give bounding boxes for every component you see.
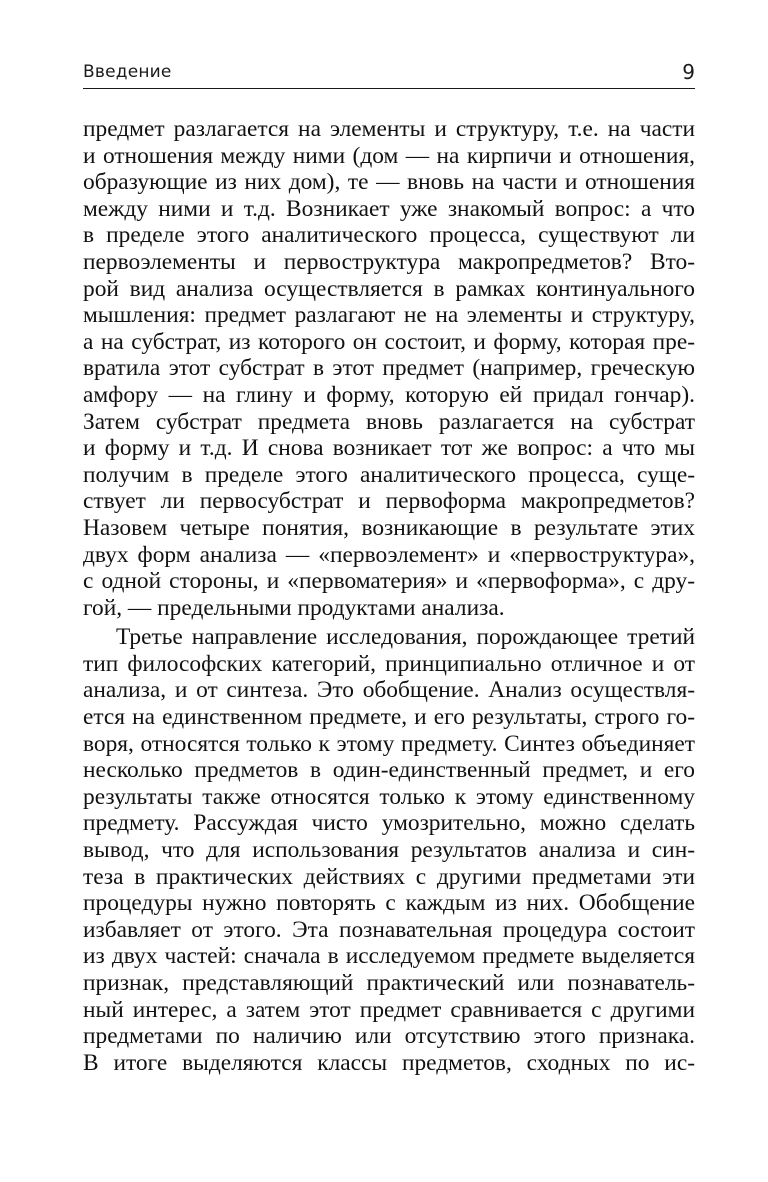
paragraph-1	[83, 116, 695, 621]
text-line: несколько предметов в один-единственный предмет, и его	[83, 757, 695, 784]
text-line: вратила этот субстрат в этот предмет (например, греческую	[83, 355, 695, 382]
text-line: рой вид анализа осуществляется в рамках континуального	[83, 275, 695, 302]
text-line: анализа, и от синтеза. Это обобщение. Анализ осуществля-	[83, 677, 695, 704]
text-line: между ними и т.д. Возникает уже знакомый вопрос: а что	[83, 195, 695, 222]
text-line: ется на единственном предмете, и его результаты, строго го-	[83, 704, 695, 731]
text-line: а на субстрат, из которого он состоит, и форму, которая пре-	[83, 328, 695, 355]
text-line: в пределе этого аналитического процесса, существуют ли	[83, 222, 695, 249]
text-line: первоэлементы и первоструктура макропредметов? Вто-	[83, 248, 695, 275]
text-line: воря, относятся только к этому предмету. Синтез объединяет	[83, 730, 695, 757]
text-line: с одной стороны, и «первоматерия» и «первоформа», с дру-	[83, 568, 695, 595]
text-line: амфору — на глину и форму, которую ей придал гончар).	[83, 381, 695, 408]
text-line: Затем субстрат предмета вновь разлагается на субстрат	[83, 408, 695, 435]
page-number: 9	[682, 60, 695, 84]
text-line: гой, — предельными продуктами анализа.	[83, 594, 505, 621]
section-title: Введение	[83, 62, 172, 82]
text-line: предмету. Рассуждая чисто умозрительно, можно сделать	[83, 810, 695, 837]
text-line: получим в пределе этого аналитического процесса, суще-	[83, 461, 695, 488]
text-line: избавляет от этого. Эта познавательная процедура состоит	[83, 916, 695, 943]
text-line: предметами по наличию или отсутствию этого признака.	[83, 1023, 695, 1050]
text-line: процедуры нужно повторять с каждым из них. Обобщение	[83, 890, 695, 917]
text-line: образующие из них дом), те — вновь на части и отношения	[83, 169, 695, 196]
body-text	[83, 116, 695, 1076]
text-line: и отношения между ними (дом — на кирпичи и отношения,	[83, 142, 695, 169]
text-line: мышления: предмет разлагают не на элементы и структуру,	[83, 302, 695, 329]
text-line: признак, представляющий практический или познаватель-	[83, 970, 695, 996]
text-line: результаты также относятся только к этому единственному	[83, 783, 695, 810]
text-line: тип философских категорий, принципиально отличное и от	[83, 650, 695, 677]
text-line: ствует ли первосубстрат и первоформа макропредметов?	[83, 488, 695, 515]
text-line: вывод, что для использования результатов анализа и син-	[83, 837, 695, 864]
text-line: двух форм анализа — «первоэлемент» и «первоструктура»,	[83, 541, 695, 568]
text-line: Третье направление исследования, порождающее третий	[116, 624, 695, 651]
text-line: и форму и т.д. И снова возникает тот же вопрос: а что мы	[83, 435, 695, 462]
text-line: В итоге выделяются классы предметов, сходных по ис-	[83, 1049, 695, 1076]
text-line: Назовем четыре понятия, возникающие в результате этих	[83, 514, 695, 541]
text-line: из двух частей: сначала в исследуемом предмете выделяется	[83, 943, 695, 970]
text-line: теза в практических действиях с другими предметами эти	[83, 863, 695, 890]
running-header	[83, 60, 695, 89]
paragraph-2	[83, 624, 695, 1076]
text-line: предмет разлагается на элементы и структуру, т.е. на части	[83, 116, 695, 142]
text-line: ный интерес, а затем этот предмет сравнивается с другими	[83, 996, 695, 1023]
